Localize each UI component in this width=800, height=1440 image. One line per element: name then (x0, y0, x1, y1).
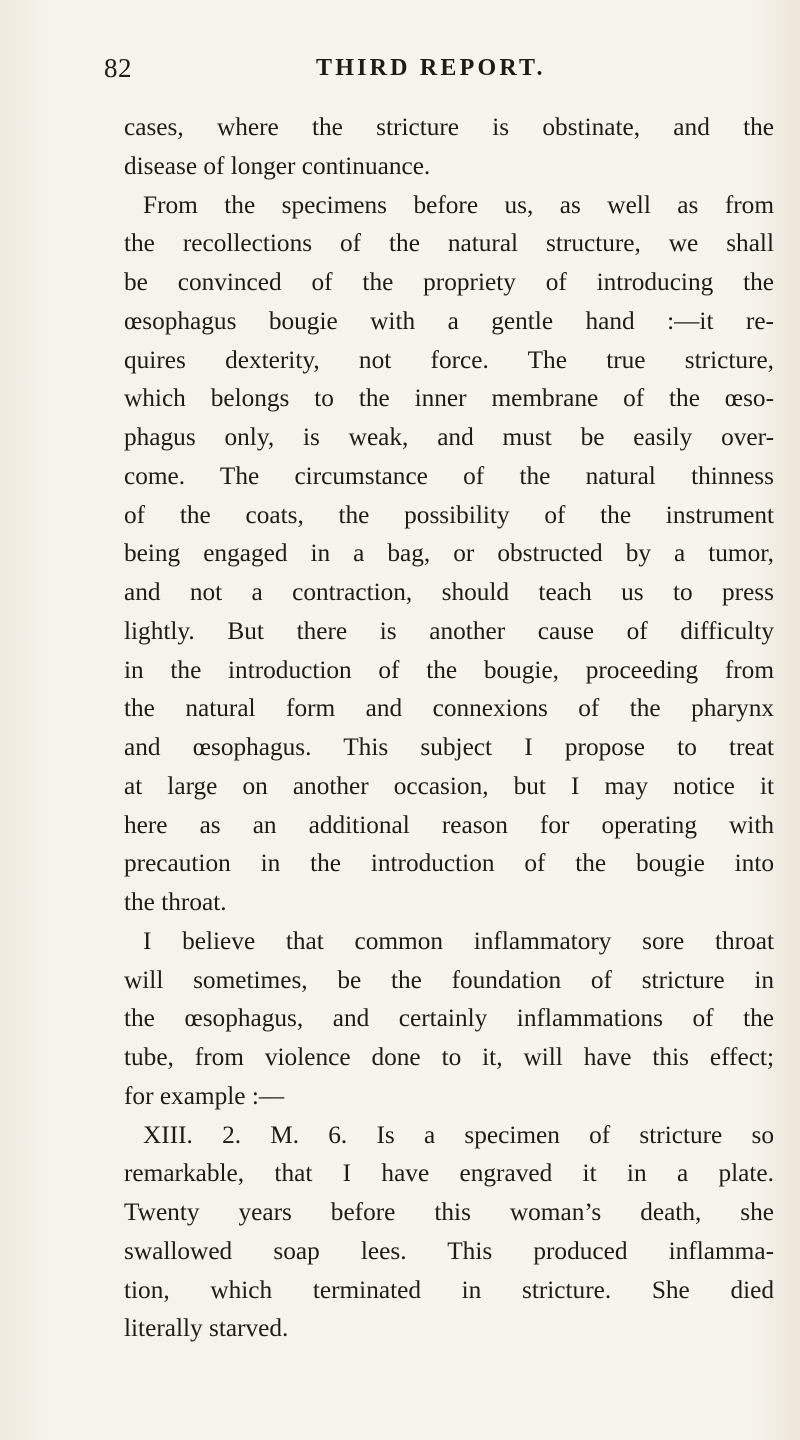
text-line: tube, from violence done to it, will have this effect; (124, 1043, 774, 1071)
text-line: in the introduction of the bougie, proceeding from (124, 655, 774, 684)
text-line: remarkable, that I have engraved it in a plate. (124, 1159, 774, 1188)
text-line: quires dexterity, not force. The true stricture, (124, 345, 774, 374)
text-line: literally starved. (124, 1314, 289, 1343)
text-line: the throat. (124, 888, 227, 916)
page-number: 82 (104, 53, 132, 83)
text-line: disease of longer continuance. (124, 151, 431, 180)
text-line: here as an additional reason for operating with (124, 810, 774, 839)
running-head: THIRD REPORT. (316, 55, 546, 81)
text-line: at large on another occasion, but I may notice it (124, 771, 774, 800)
text-line: lightly. But there is another cause of difficulty (124, 616, 774, 645)
text-line: the œsophagus, and certainly inflammations of the (124, 1004, 774, 1033)
text-line: come. The circumstance of the natural thinness (124, 461, 774, 490)
text-line: I believe that common inflammatory sore throat (143, 926, 774, 955)
body-text (124, 108, 774, 1348)
text-line: the recollections of the natural structure, we shall (124, 229, 774, 258)
text-line: cases, where the stricture is obstinate, and the (124, 113, 774, 141)
page-header (0, 48, 800, 88)
text-line: be convinced of the propriety of introducing the (124, 268, 774, 296)
text-line: and œsophagus. This subject I propose to treat (124, 733, 774, 761)
text-line: XIII. 2. M. 6. Is a specimen of stricture so (143, 1120, 774, 1149)
text-line: which belongs to the inner membrane of the œso- (124, 384, 774, 413)
text-line: phagus only, is weak, and must be easily over- (124, 423, 774, 451)
text-line: tion, which terminated in stricture. She died (124, 1275, 774, 1304)
text-line: the natural form and connexions of the pharynx (124, 694, 774, 723)
text-line: of the coats, the possibility of the instrument (124, 500, 774, 529)
text-line: being engaged in a bag, or obstructed by a tumor, (124, 539, 774, 568)
text-line: and not a contraction, should teach us to press (124, 578, 774, 606)
text-line: will sometimes, be the foundation of stricture in (124, 965, 774, 994)
text-line: swallowed soap lees. This produced inflamma- (124, 1236, 774, 1265)
text-line: œsophagus bougie with a gentle hand :—it re- (124, 306, 774, 335)
text-line: precaution in the introduction of the bougie into (124, 849, 774, 878)
text-line: for example :— (124, 1081, 285, 1110)
text-line: From the specimens before us, as well as from (143, 190, 774, 219)
text-line: Twenty years before this woman’s death, she (124, 1198, 774, 1226)
